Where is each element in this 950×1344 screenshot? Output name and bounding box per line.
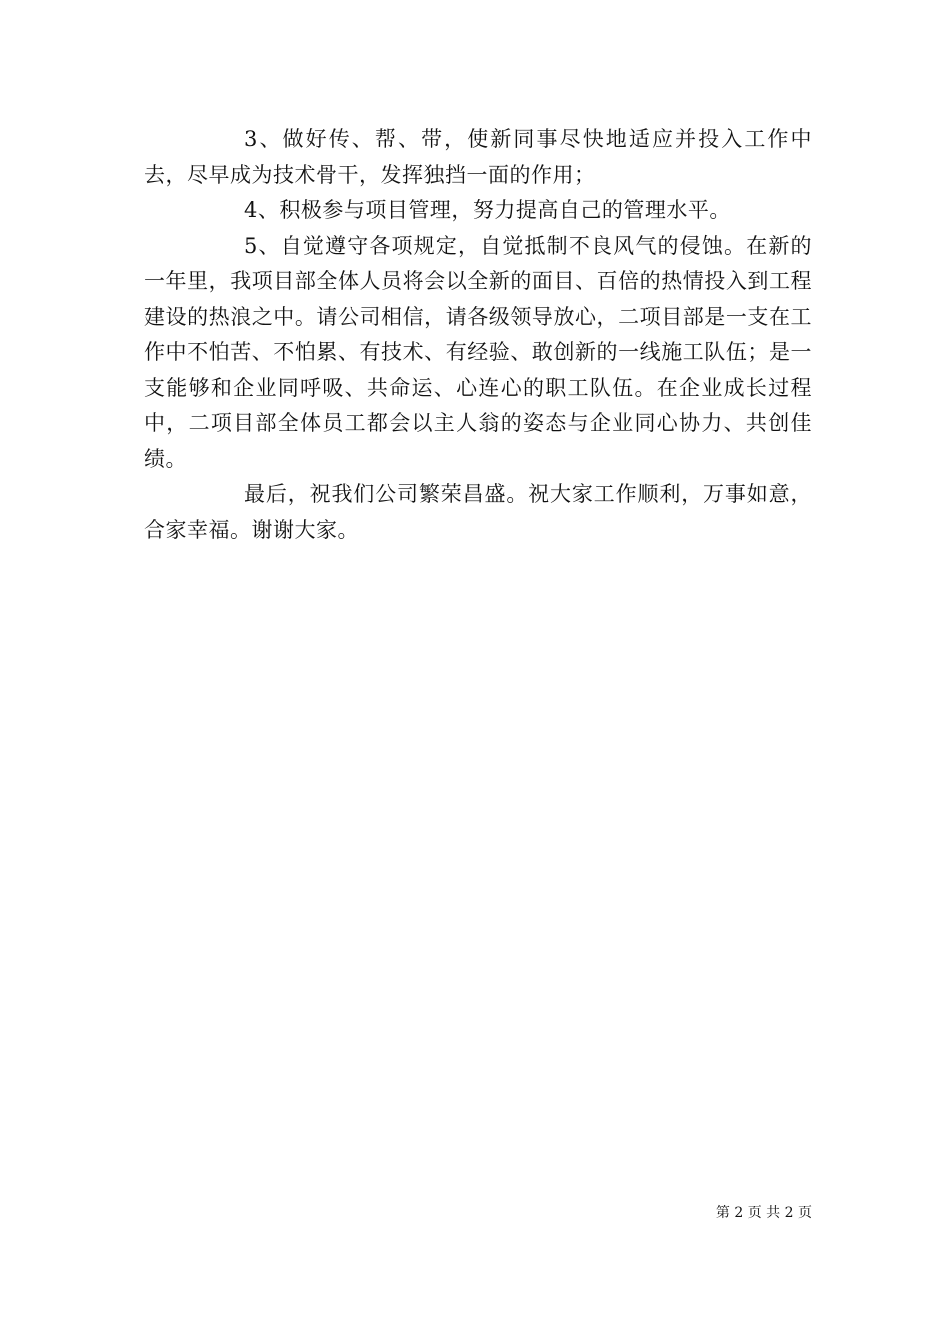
paragraph-item-5: 5、自觉遵守各项规定，自觉抵制不良风气的侵蚀。在新的一年里，我项目部全体人员将会以全新的面目、百倍的热情投入到工程建设的热浪之中。请公司相信，请各级领导放心，二项目部是一支在工作中不怕苦、不怕累、有技术、有经验、敢创新的一线施工队伍；是一支能够和企业同呼吸、共命运、心连心的职工队伍。在企业成长过程中，二项目部全体员工都会以主人翁的姿态与企业同心协力、共创佳绩。 xyxy=(144,233,812,471)
page-number-footer: 第 2 页 共 2 页 xyxy=(715,1205,812,1221)
paragraph-closing: 最后，祝我们公司繁荣昌盛。祝大家工作顺利，万事如意，合家幸福。谢谢大家。 xyxy=(144,482,812,542)
document-body xyxy=(144,122,812,548)
paragraph-item-4: 4、积极参与项目管理，努力提高自己的管理水平。 xyxy=(244,198,731,222)
paragraph-item-3: 3、做好传、帮、带，使新同事尽快地适应并投入工作中去，尽早成为技术骨干，发挥独挡一面的作用； xyxy=(144,127,812,187)
